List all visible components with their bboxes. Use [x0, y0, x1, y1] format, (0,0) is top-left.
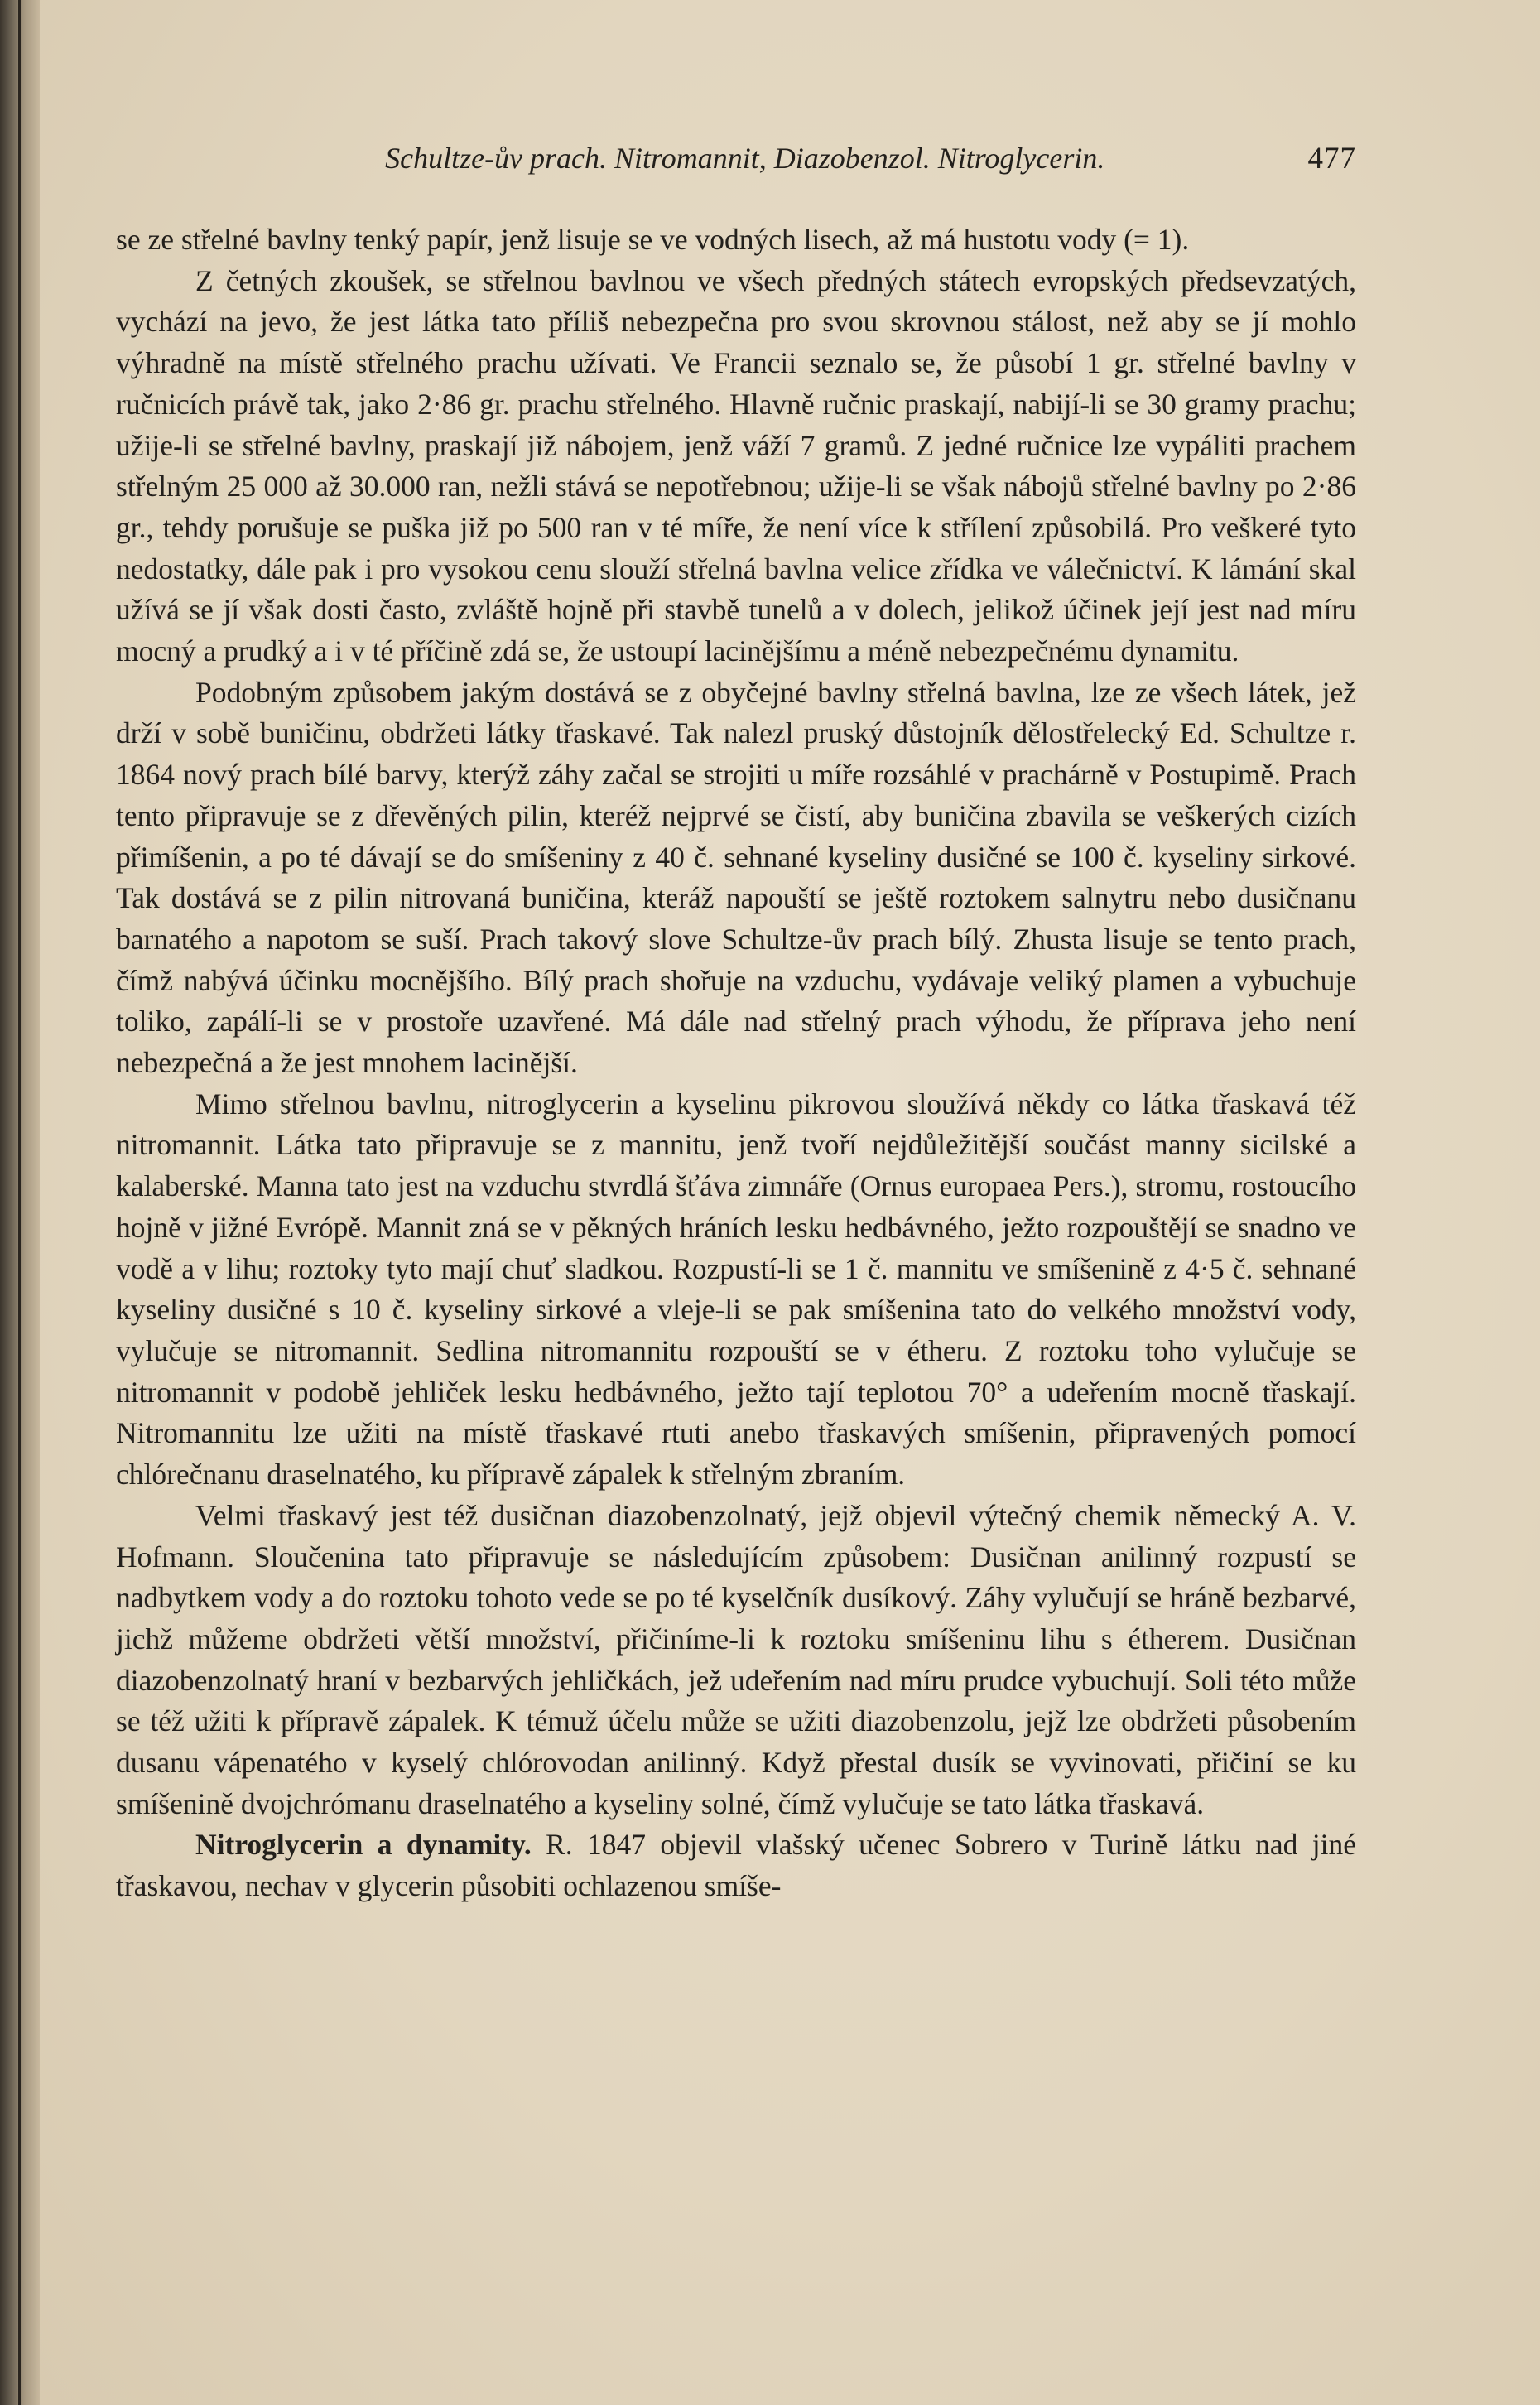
paragraph-schultze-powder: Podobným způsobem jakým dostává se z obyčejné bavlny střelná bavlna, lze ze všech látek, jež drží v sobě buničinu, obdržeti látky třaskavé. Tak nalezl pruský důstojník dělostřelecký Ed. Schultze r. 1864 nový prach bílé barvy, kterýž záhy začal se strojiti u míře rozsáhlé v prachárně v Postupimě. Prach tento připravuje se z dřevěných pilin, kteréž nejprvé se čistí, aby buničina zbavila se veškerých cizích přimíšenin, a po té dávají se do smíšeniny z 40 č. sehnané kyseliny dusičné se 100 č. kyseliny sirkové. Tak dostává se z pilin nitrovaná buničina, kteráž napouští se ještě roztokem salnytru nebo dusičnanu barnatého a napotom se suší. Prach takový slove Schultze-ův prach bílý. Zhusta lisuje se tento prach, čímž nabývá účinku mocnějšího. Bílý prach shořuje na vzduchu, vydávaje veliký plamen a vybuchuje toliko, zapálí-li se v prostoře uzavřené. Má dále nad střelný prach výhodu, že příprava jeho není nebezpečná a že jest mnohem lacinější.: [116, 675, 1356, 1080]
page-header: [116, 141, 1356, 176]
section-text: R. 1847 objevil vlašský učenec Sobrero v Turině látku nad jiné třaskavou, nechav v glycerin působiti ochlazenou smíše-: [116, 1828, 1356, 1903]
page-content: [116, 141, 1356, 1907]
book-page: [40, 0, 1540, 2405]
paragraph-nitromannit: Mimo střelnou bavlnu, nitroglycerin a kyselinu pikrovou sloužívá někdy co látka třaskavá též nitromannit. Látka tato připravuje se z mannitu, jenž tvoří nejdůležitější součást manny sicilské a kalaberské. Manna tato jest na vzduchu stvrdlá šťáva zimnáře (Ornus europaea Pers.), stromu, rostoucího hojně v jižné Evrópě. Mannit zná se v pěkných hráních lesku hedbávného, ježto rozpouštějí se snadno ve vodě a v lihu; roztoky tyto mají chuť sladkou. Rozpustí-li se 1 č. mannitu ve smíšenině z 4·5 č. sehnané kyseliny dusičné s 10 č. kyseliny sirkové a vleje-li se pak smíšenina tato do velkého množství vody, vylučuje se nitromannit. Sedlina nitromannitu rozpouští se v étheru. Z roztoku toho vylučuje se nitromannit v podobě jehliček lesku hedbávného, ježto tají teplotou 70° a udeřením mocně třaskají. Nitromannitu lze užiti na místě třaskavé rtuti anebo třaskavých smíšenin, připravených pomocí chlórečnanu draselnatého, ku přípravě zápalek k střelným zbraním.: [116, 1087, 1356, 1492]
body-text: [116, 219, 1356, 1907]
binding-edge: [18, 0, 21, 2405]
book-gutter: [0, 0, 40, 2405]
paragraph-nitroglycerin: [116, 1824, 1356, 1906]
paragraph-guncotton-tests: Z četných zkoušek, se střelnou bavlnou ve všech předných státech evropských předsevzatých, vychází na jevo, že jest látka tato příliš nebezpečna pro svou skrovnou stálost, než aby se jí mohlo výhradně na místě střelného prachu užívati. Ve Francii seznalo se, že působí 1 gr. střelné bavlny v ručnicích právě tak, jako 2·86 gr. prachu střelného. Hlavně ručnic praskají, nabijí-li se 30 gramy prachu; užije-li se střelné bavlny, praskají již nábojem, jenž váží 7 gramů. Z jedné ručnice lze vypáliti prachem střelným 25 000 až 30.000 ran, nežli stává se nepotřebnou; užije-li se však nábojů střelné bavlny po 2·86 gr., tehdy porušuje se puška již po 500 ran v té míře, že není více k střílení způsobilá. Pro veškeré tyto nedostatky, dále pak i pro vysokou cenu slouží střelná bavlna velice zřídka ve válečnictví. K lámání skal užívá se jí však dosti často, zvláště hojně při stavbě tunelů a v dolech, jelikož účinek její jest nad míru mocný a prudký a i v té příčině zdá se, že ustoupí lacinějšímu a méně nebezpečnému dynamitu.: [116, 263, 1356, 668]
section-lead: Nitroglycerin a dynamity.: [195, 1828, 532, 1862]
running-head: Schultze-ův prach. Nitromannit, Diazobenzol. Nitroglycerin.: [385, 142, 1105, 175]
page-number: 477: [1307, 142, 1356, 176]
paragraph-diazobenzol: Velmi třaskavý jest též dusičnan diazobenzolnatý, jejž objevil výtečný chemik německý A. V. Hofmann. Sloučenina tato připravuje se následujícím způsobem: Dusičnan anilinný rozpustí se nadbytkem vody a do roztoku tohoto vede se po té kyselčník dusíkový. Záhy vylučují se hráně bezbarvé, jichž můžeme obdržeti větší množství, přičiníme-li k roztoku smíšeninu lihu s étherem. Dusičnan diazobenzolnatý hraní v bezbarvých jehličkách, jež udeřením nad míru prudce vybuchují. Soli této může se též užiti k přípravě zápalek. K témuž účelu může se užiti diazobenzolu, jejž lze obdržeti působením dusanu vápenatého v kyselý chlórovodan anilinný. Když přestal dusík se vyvinovati, přičiní se ku smíšenině dvojchrómanu draselnatého a kyseliny solné, čímž vylučuje se tato látka třaskavá.: [116, 1498, 1356, 1820]
paragraph-continuation: se ze střelné bavlny tenký papír, jenž lisuje se ve vodných lisech, až má hustotu vody (= 1).: [116, 223, 1190, 256]
